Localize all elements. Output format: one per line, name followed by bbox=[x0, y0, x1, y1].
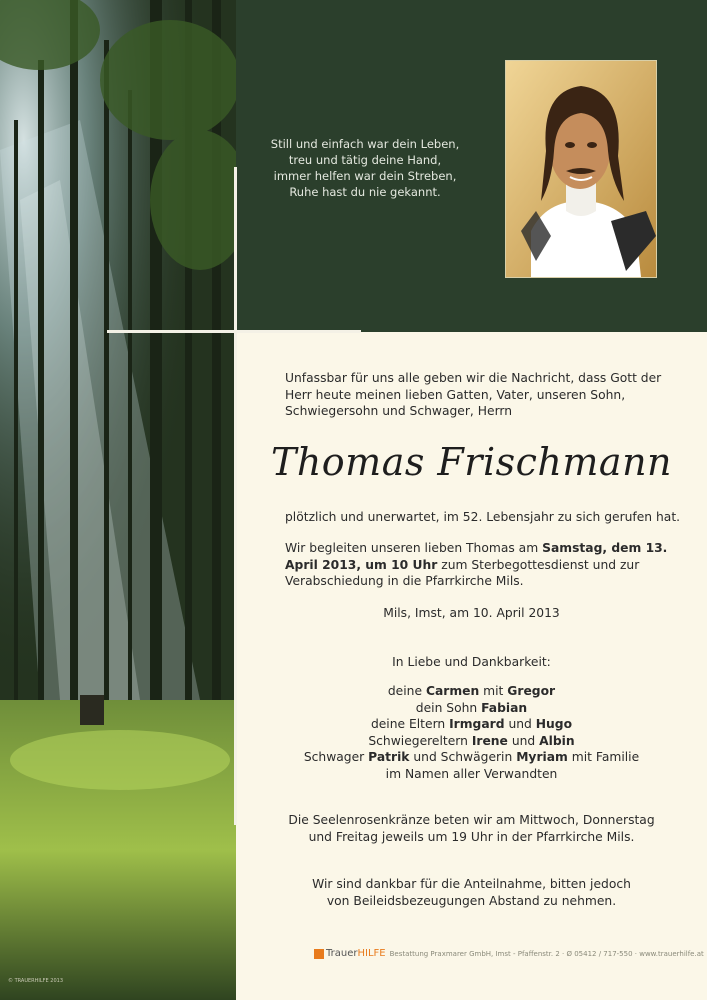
service-date: Samstag, dem 13. April 2013, um 10 Uhr bbox=[285, 541, 668, 572]
poem-line: treu und tätig deine Hand, bbox=[288, 153, 442, 167]
thanks-note bbox=[236, 876, 707, 909]
mourner-line: im Namen aller Verwandten bbox=[385, 766, 558, 781]
deceased-name: Thomas Frischmann bbox=[270, 440, 673, 484]
photo-credit: © TRAUERHILFE 2013 bbox=[8, 978, 63, 984]
poem-line: Still und einfach war dein Leben, bbox=[270, 137, 460, 151]
cross-horizontal bbox=[107, 330, 361, 333]
portrait-illustration bbox=[506, 61, 656, 277]
footer bbox=[314, 948, 704, 964]
service-text: zum Sterbegottesdienst und zur Verabschiedung in die Pfarrkirche Mils. bbox=[285, 557, 640, 588]
mourner-line: deine Carmen mit Gregor bbox=[387, 684, 556, 698]
trauerhilfe-logo-icon bbox=[314, 949, 324, 959]
passing-statement: plötzlich und unerwartet, im 52. Lebensjahr zu sich gerufen hat. bbox=[285, 510, 681, 524]
footer-contact: Bestattung Praxmarer GmbH, Imst - Pfaffenstr. 2 · Ø 05412 / 717-550 · www.trauerhilfe.at bbox=[389, 949, 704, 958]
love-and-gratitude: In Liebe und Dankbarkeit: bbox=[392, 655, 551, 669]
mourner-line: dein Sohn Fabian bbox=[415, 700, 528, 715]
mourners-list bbox=[236, 683, 707, 782]
funeral-service-info bbox=[285, 540, 685, 590]
forest-photo bbox=[0, 0, 236, 1000]
brand-name: TrauerHILFE bbox=[326, 948, 386, 959]
announcement-intro: Unfassbar für uns alle geben wir die Nachricht, dass Gott der Herr heute meinen lieben Gatten, Vater, unseren Sohn, Schwiegersohn und Schwager, Herrn bbox=[285, 371, 662, 418]
poem-line: immer helfen war dein Streben, bbox=[273, 169, 457, 183]
rosary-line: Die Seelenrosenkränze beten wir am Mittwoch, Donnerstag bbox=[288, 813, 655, 827]
rosary-info bbox=[236, 812, 707, 845]
mourner-line: deine Eltern Irmgard und Hugo bbox=[370, 717, 573, 731]
service-text: Wir begleiten unseren lieben Thomas am bbox=[285, 541, 543, 555]
thanks-line: von Beileidsbezeugungen Abstand zu nehmen. bbox=[326, 893, 617, 908]
memorial-poem bbox=[270, 136, 460, 200]
portrait-photo bbox=[505, 60, 657, 278]
poem-line: Ruhe hast du nie gekannt. bbox=[289, 185, 441, 199]
rosary-line: und Freitag jeweils um 19 Uhr in der Pfarrkirche Mils. bbox=[308, 829, 635, 844]
mourner-line: Schwiegereltern Irene und Albin bbox=[368, 733, 575, 748]
thanks-line: Wir sind dankbar für die Anteilnahme, bitten jedoch bbox=[312, 877, 631, 891]
mourner-line: Schwager Patrik und Schwägerin Myriam mit Familie bbox=[303, 750, 640, 764]
forest-illustration bbox=[0, 0, 236, 1000]
place-and-date: Mils, Imst, am 10. April 2013 bbox=[383, 606, 560, 620]
